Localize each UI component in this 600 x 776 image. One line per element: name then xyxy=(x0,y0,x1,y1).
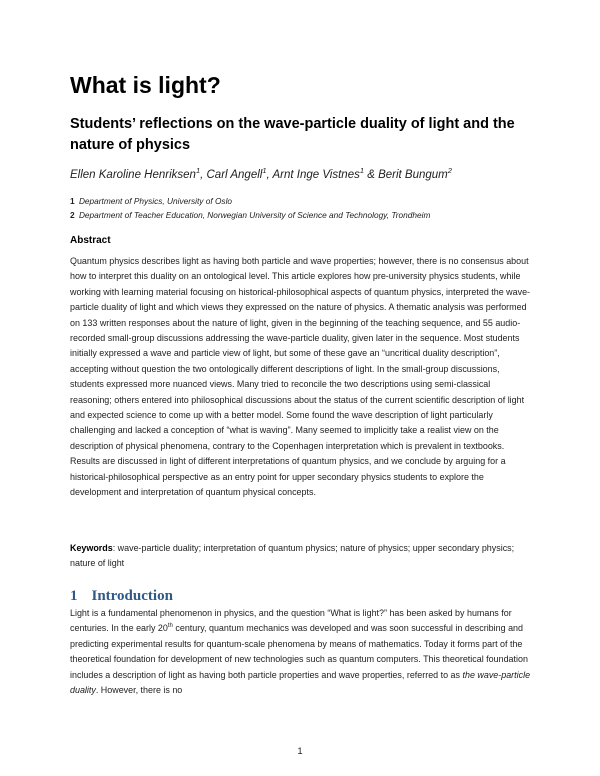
section-number: 1 xyxy=(70,588,78,604)
abstract-heading: Abstract xyxy=(70,235,111,246)
section-heading xyxy=(70,588,173,605)
author-name: Carl Angell xyxy=(206,168,263,181)
author-affil-marker: 1 xyxy=(359,166,365,175)
keywords xyxy=(70,541,535,572)
affiliation-text: Department of Teacher Education, Norwegian University of Science and Technology, Trondheim xyxy=(78,210,431,220)
author-affil-marker: 1 xyxy=(262,166,267,175)
superscript: th xyxy=(167,623,173,630)
author-name: Ellen Karoline Henriksen xyxy=(70,168,196,181)
author-affil-marker: 1 xyxy=(195,166,201,175)
author-name: Berit Bungum xyxy=(378,168,448,181)
section-body: Light is a fundamental phenomenon in physics, and the question “What is light?” has been asked by humans for centuries. In the early 20th century, quantum mechanics was developed and was soon successful in describing and predicting experimental results for quantum-scale phenomena by means of mathematics. Today it forms part of the theoretical foundation for development of new technologies such as quantum computers. This theoretical foundation includes a description of light as having both particle properties and wave properties, referred to as the wave-particle duality. However, there is no xyxy=(70,608,531,696)
author-name: Arnt Inge Vistnes xyxy=(272,168,360,181)
author-affil-marker: 2 xyxy=(447,166,452,175)
affiliation-text: Department of Physics, University of Oslo xyxy=(78,196,233,206)
affiliation-number: 2 xyxy=(70,210,75,220)
paper-subtitle: Students’ reflections on the wave-particle duality of light and the nature of physics xyxy=(70,116,515,153)
keywords-text: : wave-particle duality; interpretation of quantum physics; nature of physics; upper secondary physics; nature of light xyxy=(70,543,515,569)
emphasis-text: the wave-particle duality xyxy=(70,669,531,696)
affiliation-number: 1 xyxy=(70,196,75,206)
author-list: Ellen Karoline Henriksen$^1$, Carl Angell$^1$, Arnt Inge Vistnes$^1$ & Berit Bungum$^2$ xyxy=(70,166,452,181)
affiliation xyxy=(70,196,232,206)
affiliation xyxy=(70,210,430,220)
abstract-text: Quantum physics describes light as having both particle and wave properties; however, there is no consensus about how to interpret this duality on an ontological level. This article explores how pre-university physics students, while working with learning material focusing on historical-philosophical aspects of quantum physics, interpreted the wave-particle duality of light and which views they expressed on the nature of physics. A thematic analysis was performed on 133 written responses about the nature of light, given in the beginning of the teaching sequence, and 55 audio-recorded small-group discussions addressing the wave-particle duality, given later in the sequence. Most students initially expressed a wave and particle view of light, but some of these gave an “uncritical duality description”, accepting without question the two ontologically different descriptions of light. In the small-group discussions, students expressed more nuanced views. Many tried to reconcile the two descriptions using semi-classical reasoning; others entered into philosophical discussions about the status of the current scientific description of light and expected science to come up with a better model. Some found the wave description of light particularly challenging and lacked a conception of “what is waving”. Many seemed to implicitly take a realist view on the description of physical phenomena, contrary to the Copenhagen interpretation which is prevalent in textbooks. Results are discussed in light of different interpretations of quantum physics, and we conclude by arguing for a historical-philosophical perspective as an entry point for upper secondary physics students to explore the development and interpretation of quantum physical concepts. xyxy=(70,256,531,498)
section-title: Introduction xyxy=(91,588,173,604)
page-number: 1 xyxy=(297,746,303,757)
keywords-label: Keywords xyxy=(70,543,113,553)
paper-title: What is light? xyxy=(70,72,221,98)
